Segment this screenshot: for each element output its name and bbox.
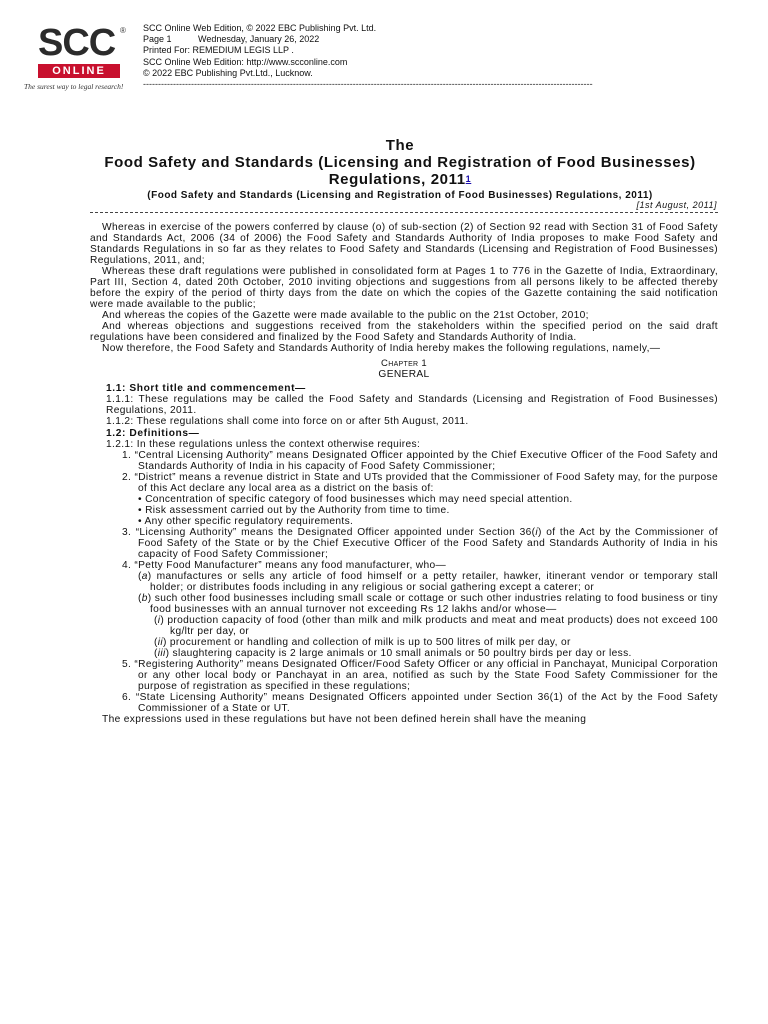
print-header [143, 23, 676, 90]
logo-bar: ONLINE [38, 64, 120, 78]
sub-sub-clause-text: slaughtering capacity is 2 large animals or 10 small animals or 50 poultry birds per day or less. [169, 648, 632, 659]
header-edition: SCC Online Web Edition, © 2022 EBC Publishing Pvt. Ltd. [143, 23, 377, 33]
bullet-item: • Any other specific regulatory requirements. [138, 516, 354, 527]
sub-sub-clause: (i) production capacity of food (other than milk and milk products and meat and meat products) does not exceed 100 kg/ltr per day, or [154, 615, 718, 637]
logo-brand: SCC [38, 22, 116, 64]
title-divider [90, 212, 718, 213]
definition-text: 3. “Licensing Authority” means the Designated Officer appointed under Section 36( [122, 527, 536, 538]
document-date: [1st August, 2011] [636, 200, 717, 210]
clause: 1.1.2: These regulations shall come into force on or after 5th August, 2011. [106, 416, 469, 427]
registered-mark: ® [120, 26, 126, 35]
preamble-para: And whereas objections and suggestions received from the stakeholders within the specified period on the said draft regulations have been considered and finalized by the Food Safety and Standards Authority of India. [90, 321, 718, 343]
definition-item: 6. “State Licensing Authority” means Designated Officers appointed under Section 36(1) of the Act by the Food Safety Commissioner of a State or UT. [122, 692, 718, 714]
sub-sub-clause-label: i [157, 615, 161, 626]
header-page: Page 1 [143, 34, 172, 45]
definition-item: 4. “Petty Food Manufacturer” means any food manufacturer, who— [122, 560, 447, 571]
preamble-para: Whereas in exercise of the powers conferred by clause (o) of sub-section (2) of Section 92 read with Section 31 of Food Safety and Standards Act, 2006 (34 of 2006) the Food Safety and Standards Authority of India proposes to make Food Safety and Standards Regulations in so far as they relates to Food Safety and Standards (Licensing and Registration of Food Businesses) Regulations, 2011, and; [90, 222, 718, 266]
preamble-para: And whereas the copies of the Gazette were made available to the public on the 21st October, 2010; [102, 310, 589, 321]
footnote-link[interactable]: 1 [465, 174, 472, 184]
sub-sub-clause-label: ii [157, 637, 163, 648]
preamble-para: Whereas these draft regulations were published in consolidated form at Pages 1 to 776 in the Gazette of India, Extraordinary, Part III, Section 4, dated 20th October, 2010 inviting objections and suggestions from all persons likely to be affected thereby before the expiry of the period of thirty days from the date on which the copies of the Gazette containing the said notification were made available to the public; [90, 266, 718, 310]
bullet-item: • Risk assessment carried out by the Authority from time to time. [138, 505, 450, 516]
sub-sub-clause: (ii) procurement or handling and collection of milk is up to 500 litres of milk per day, or [154, 637, 571, 648]
sub-sub-clause-label: iii [157, 648, 166, 659]
header-web-edition: SCC Online Web Edition: http://www.scconline.com [143, 56, 348, 67]
scc-online-logo [24, 24, 134, 94]
clause: 1.2.1: In these regulations unless the context otherwise requires: [106, 439, 421, 450]
sub-clause: (a) manufactures or sells any article of food himself or a petty retailer, hawker, itinerant vendor or temporary stall holder; or distributes foods including in any religious or social gathering except a caterer; or [138, 571, 718, 593]
preamble-para: Now therefore, the Food Safety and Standards Authority of India hereby makes the following regulations, namely,— [102, 343, 661, 354]
section-heading-text: 1.1: Short title and commencement— [106, 383, 306, 394]
chapter-label: Chapter 1 [381, 358, 427, 369]
title-the: The [385, 137, 415, 154]
document-title [90, 154, 710, 188]
definition-item: 2. “District” means a revenue district in State and UTs provided that the Commissioner of Food Safety may, for the purpose of this Act declare any local area as a district on the basis of: [122, 472, 718, 494]
header-printed-for: Printed For: REMEDIUM LEGIS LLP . [143, 45, 294, 56]
definition-text: ) of the Act by the Commissioner of Food Safety of the State or by the Chief Executive Officer of the Food Safety and Standards Authority of India in his capacity of Food Safety Commissioner; [138, 527, 718, 560]
sub-clause: (b) such other food businesses including small scale or cottage or such other industries relating to food business or tiny food businesses with an annual turnover not exceeding Rs 12 lakhs and/or whose— [138, 593, 718, 615]
italic-ref: i [535, 527, 538, 538]
bullet-item: • Concentration of specific category of food businesses which may need special attention. [138, 494, 573, 505]
sub-clause-label: a [141, 571, 148, 582]
clause: 1.1.1: These regulations may be called the Food Safety and Standards (Licensing and Registration of Food Businesses) Regulations, 2011. [106, 394, 718, 416]
chapter-title: GENERAL [378, 369, 430, 380]
logo-tagline: The surest way to legal research! [24, 82, 124, 91]
section-heading [90, 383, 718, 394]
sub-sub-clause-text: production capacity of food (other than milk and milk products and meat and meat products) does not exceed 100 kg/ltr per day, or [164, 615, 718, 637]
definition-item: 1. “Central Licensing Authority” means Designated Officer appointed by the Chief Executive Officer of the Food Safety and Standards Authority of India in his capacity of Food Safety Commissioner; [122, 450, 718, 472]
header-separator: ------------------------------------------------------------------------------------------------------------------------------------------------------ [143, 79, 593, 90]
sub-clause-text: manufactures or sells any article of food himself or a petty retailer, hawker, itinerant vendor or temporary stall holder; or distributes foods including in any religious or social gathering except a caterer; or [150, 571, 718, 593]
sub-clause-label: b [141, 593, 148, 604]
title-text: Food Safety and Standards (Licensing and Registration of Food Businesses) Regulations, 2011 [104, 154, 696, 188]
section-heading-text: 1.2: Definitions— [106, 428, 200, 439]
definition-item [90, 527, 718, 560]
sub-clause-text: such other food businesses including small scale or cottage or such other industries relating to food business or tiny food businesses with an annual turnover not exceeding Rs 12 lakhs and/or whose— [150, 593, 718, 615]
closing-para: The expressions used in these regulations but have not been defined herein shall have the meaning [102, 714, 587, 725]
header-date: Wednesday, January 26, 2022 [198, 34, 320, 45]
header-page-row [143, 34, 676, 45]
sub-sub-clause: (iii) slaughtering capacity is 2 large animals or 10 small animals or 50 poultry birds per day or less. [154, 648, 632, 659]
definition-item: 5. “Registering Authority” means Designated Officer/Food Safety Officer or any official in Panchayat, Municipal Corporation or any other local body or Panchayat in an area, notified as such by the State Food Safety Commissioner for the purpose of registration as specified in these regulations; [122, 659, 718, 692]
sub-sub-clause-text: procurement or handling and collection of milk is up to 500 litres of milk per day, or [166, 637, 571, 648]
document-subtitle: (Food Safety and Standards (Licensing and Registration of Food Businesses) Regulations, 2011) [147, 190, 653, 201]
header-copyright: © 2022 EBC Publishing Pvt.Ltd., Lucknow. [143, 67, 313, 78]
section-heading [90, 428, 718, 439]
document-body [90, 222, 718, 725]
